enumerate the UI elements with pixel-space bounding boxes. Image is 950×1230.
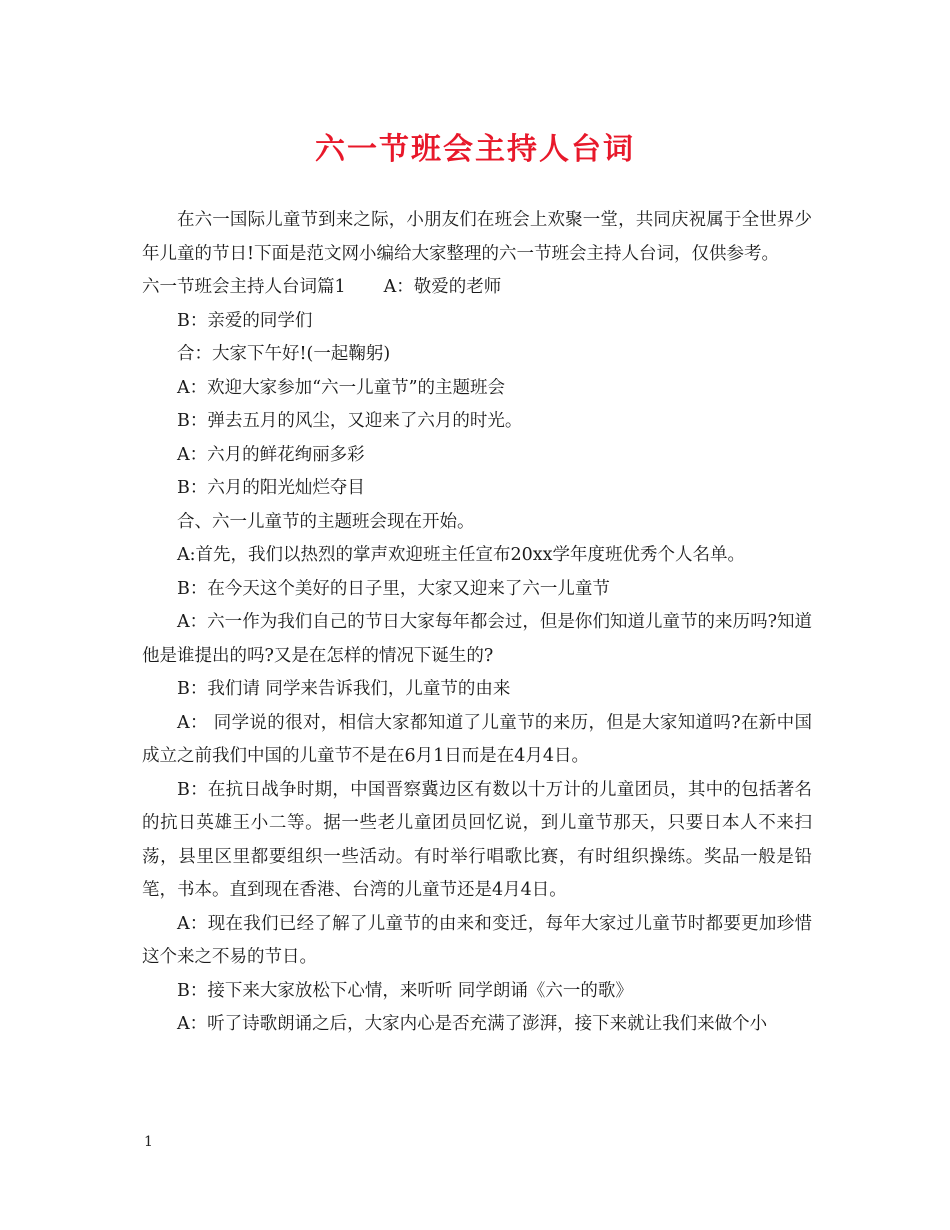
- dialogue-line: A：听了诗歌朗诵之后，大家内心是否充满了澎湃，接下来就让我们来做个小: [177, 1014, 768, 1034]
- dialogue-line: A： 同学说的很对，相信大家都知道了儿童节的来历，但是大家知道吗?在新中国成立之前我们中国的儿童节不是在6月1日而是在4月4日。: [142, 712, 812, 766]
- intro-paragraph: 在六一国际儿童节到来之际，小朋友们在班会上欢聚一堂，共同庆祝属于全世界少年儿童的节日!下面是范文网小编给大家整理的六一节班会主持人台词，仅供参考。: [142, 210, 812, 264]
- document-body: [142, 204, 812, 1042]
- dialogue-line: 合、六一儿童节的主题班会现在开始。: [177, 511, 475, 532]
- dialogue-line: B：弹去五月的风尘，又迎来了六月的时光。: [177, 411, 523, 431]
- dialogue-line: 合：大家下午好!(一起鞠躬): [177, 344, 391, 364]
- dialogue-line: B：亲爱的同学们: [177, 310, 313, 331]
- page-number: 1: [144, 1134, 153, 1150]
- dialogue-line: B：六月的阳光灿烂夺目: [177, 478, 365, 498]
- dialogue-line: A：现在我们已经了解了儿童节的由来和变迁，每年大家过儿童节时都要更加珍惜这个来之不易的节日。: [142, 913, 812, 967]
- dialogue-line: A:首先，我们以热烈的掌声欢迎班主任宣布20xx学年度班优秀个人名单。: [177, 545, 746, 565]
- dialogue-line: B：接下来大家放松下心情，来听听 同学朗诵《六一的歌》: [177, 980, 633, 1001]
- document-title: 六一节班会主持人台词: [315, 132, 635, 167]
- section-heading-line: [142, 271, 812, 305]
- dialogue-line: B：在抗日战争时期，中国晋察冀边区有数以十万计的儿童团员，其中的包括著名的抗日英雄王小二等。据一些老儿童团员回忆说，到儿童节那天，只要日本人不来扫荡，县里区里都要组织一些活动。有时举行唱歌比赛，有时组织操练。奖品一般是铅笔，书本。直到现在香港、台湾的儿童节还是4月4日。: [142, 779, 812, 900]
- dialogue-line: A：敬爱的老师: [383, 277, 502, 297]
- dialogue-line: B：我们请 同学来告诉我们，儿童节的由来: [177, 679, 511, 699]
- dialogue-line: A：六月的鲜花绚丽多彩: [177, 444, 365, 465]
- dialogue-line: A：欢迎大家参加“六一儿童节”的主题班会: [177, 377, 506, 398]
- dialogue-line: B：在今天这个美好的日子里，大家又迎来了六一儿童节: [177, 578, 610, 599]
- section-heading: 六一节班会主持人台词篇1: [142, 277, 346, 297]
- dialogue-line: A：六一作为我们自己的节日大家每年都会过，但是你们知道儿童节的来历吗?知道他是谁提出的吗?又是在怎样的情况下诞生的?: [142, 612, 812, 666]
